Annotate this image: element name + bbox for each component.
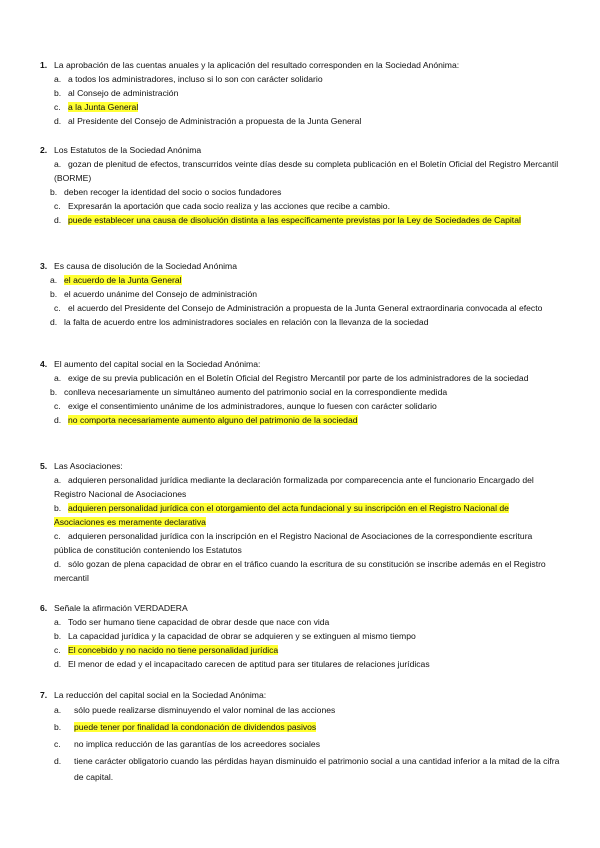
option-c[interactable]: c. el acuerdo del Presidente del Consejo de Administración a propuesta de la Junta General extraordinaria convocada al efecto (54, 303, 543, 313)
option-c[interactable]: c. exige el consentimiento unánime de los administradores, aunque lo fuesen con carácter solidario (54, 401, 437, 411)
option-c[interactable]: c. a la Junta General (54, 102, 139, 112)
option-c[interactable]: c. no implica reducción de las garantías de los acreedores sociales (54, 739, 321, 749)
option-b[interactable]: b. adquieren personalidad jurídica con el otorgamiento del acta fundacional y su inscripción en el Registro Nacional de Asociaciones es meramente declarativa (54, 503, 509, 527)
highlighted-answer: puede establecer una causa de disolución distinta a las específicamente previstas por la Ley de Sociedades de Capital (68, 215, 521, 225)
question-text: Los Estatutos de la Sociedad Anónima (54, 145, 202, 155)
option-c[interactable]: c. adquieren personalidad jurídica con la inscripción en el Registro Nacional de Asociaciones de la correspondiente escritura pública de constitución conteniendo los Estatutos (54, 531, 533, 555)
question-7: 7. La reducción del capital social en la Sociedad Anónima: a. sólo puede realizarse disminuyendo el valor nominal de las acciones b. puede tener por finalidad la condonación de dividendos pasivos c. no implica reducción de las garantías de los acreedores sociales d. tiene carácter obligatorio cuando las pérdidas hayan disminuido el patrimonio social a una cantidad inferior a la mitad de la cifra de capital. (40, 688, 560, 785)
option-d[interactable]: d. El menor de edad y el incapacitado carecen de aptitud para ser titulares de relaciones jurídicas (54, 659, 430, 669)
option-a[interactable]: a. el acuerdo de la Junta General (50, 275, 182, 285)
question-4: 4. El aumento del capital social en la Sociedad Anónima: a. exige de su previa publicación en el Boletín Oficial del Registro Mercantil por parte de los administradores de la sociedad b. conlleva necesariamente un simultáneo aumento del patrimonio social en la correspondiente medida c. exige el consentimiento unánime de los administradores, aunque lo fuesen con carácter solidario d. no comporta necesariamente aumento alguno del patrimonio de la sociedad (40, 357, 560, 427)
option-c[interactable]: c. Expresarán la aportación que cada socio realiza y las acciones que recibe a cambio. (54, 201, 390, 211)
option-b[interactable]: b. puede tener por finalidad la condonación de dividendos pasivos (54, 722, 317, 732)
question-text: La reducción del capital social en la Sociedad Anónima: (54, 690, 267, 700)
option-d[interactable]: d. no comporta necesariamente aumento alguno del patrimonio de la sociedad (54, 415, 358, 425)
option-d[interactable]: d. sólo gozan de plena capacidad de obrar en el tráfico cuando la escritura de su constitución se inscribe además en el Registro mercantil (54, 559, 546, 583)
highlighted-answer: no comporta necesariamente aumento alguno del patrimonio de la sociedad (68, 415, 358, 425)
question-text: La aprobación de las cuentas anuales y la aplicación del resultado corresponden en la Sociedad Anónima: (54, 60, 460, 70)
highlighted-answer: a la Junta General (68, 102, 139, 112)
option-a[interactable]: a. exige de su previa publicación en el Boletín Oficial del Registro Mercantil por parte de los administradores de la sociedad (54, 373, 529, 383)
question-number: 1. (40, 60, 48, 70)
option-d[interactable]: d. tiene carácter obligatorio cuando las pérdidas hayan disminuido el patrimonio social a una cantidad inferior a la mitad de la cifra de capital. (54, 756, 560, 782)
option-a[interactable]: a. a todos los administradores, incluso si lo son con carácter solidario (54, 74, 323, 84)
highlighted-answer: puede tener por finalidad la condonación de dividendos pasivos (74, 722, 317, 732)
option-a[interactable]: a. Todo ser humano tiene capacidad de obrar desde que nace con vida (54, 617, 330, 627)
option-b[interactable]: b. La capacidad jurídica y la capacidad de obrar se adquieren y se extinguen al mismo tiempo (54, 631, 416, 641)
question-text: El aumento del capital social en la Sociedad Anónima: (54, 359, 261, 369)
highlighted-answer: el acuerdo de la Junta General (64, 275, 182, 285)
option-c[interactable]: c. El concebido y no nacido no tiene personalidad jurídica (54, 645, 279, 655)
question-text: Es causa de disolución de la Sociedad Anónima (54, 261, 237, 271)
question-text: Las Asociaciones: (54, 461, 123, 471)
option-d[interactable]: d. al Presidente del Consejo de Administración a propuesta de la Junta General (54, 116, 362, 126)
option-a[interactable]: a. sólo puede realizarse disminuyendo el valor nominal de las acciones (54, 705, 336, 715)
question-3: 3. Es causa de disolución de la Sociedad Anónima a. el acuerdo de la Junta General b. el acuerdo unánime del Consejo de administración c. el acuerdo del Presidente del Consejo de Administración a propuesta de la Junta General extraordinaria convocada al efecto d. la falta de acuerdo entre los administradores sociales en relación con la llevanza de la sociedad (40, 259, 560, 329)
highlighted-answer: El concebido y no nacido no tiene personalidad jurídica (68, 645, 279, 655)
option-d[interactable]: d. la falta de acuerdo entre los administradores sociales en relación con la llevanza de la sociedad (50, 317, 429, 327)
option-b[interactable]: b. al Consejo de administración (54, 88, 179, 98)
highlighted-answer: adquieren personalidad jurídica con el otorgamiento del acta fundacional y su inscripción en el Registro Nacional de Asociaciones es meramente declarativa (54, 503, 509, 527)
option-a[interactable]: a. gozan de plenitud de efectos, transcurridos veinte días desde su completa publicación en el Boletín Oficial del Registro Mercantil (BORME) (54, 159, 559, 183)
option-b[interactable]: b. el acuerdo unánime del Consejo de administración (50, 289, 257, 299)
question-2: 2. Los Estatutos de la Sociedad Anónima a. gozan de plenitud de efectos, transcurridos veinte días desde su completa publicación en el Boletín Oficial del Registro Mercantil (BORME) b. deben recoger la identidad del socio o socios fundadores c. Expresarán la aportación que cada socio realiza y las acciones que recibe a cambio. d. puede establecer una causa de disolución distinta a las específicamente previstas por la Ley de Sociedades de Capital (40, 145, 559, 225)
option-a[interactable]: a. adquieren personalidad jurídica mediante la declaración formalizada por comparecencia ante el funcionario Encargado del Registro Nacional de Asociaciones (54, 475, 534, 499)
option-d[interactable]: d. puede establecer una causa de disolución distinta a las específicamente previstas por la Ley de Sociedades de Capital (54, 215, 521, 225)
option-b[interactable]: b. conlleva necesariamente un simultáneo aumento del patrimonio social en la correspondiente medida (50, 387, 448, 397)
question-6: 6. Señale la afirmación VERDADERA a. Todo ser humano tiene capacidad de obrar desde que nace con vida b. La capacidad jurídica y la capacidad de obrar se adquieren y se extinguen al mismo tiempo c. El concebido y no nacido no tiene personalidad jurídica d. El menor de edad y el incapacitado carecen de aptitud para ser titulares de relaciones jurídicas (40, 601, 560, 671)
question-1 (40, 58, 560, 128)
question-text: Señale la afirmación VERDADERA (54, 603, 188, 613)
question-5: 5. Las Asociaciones: a. adquieren personalidad jurídica mediante la declaración formalizada por comparecencia ante el funcionario Encargado del Registro Nacional de Asociaciones b. adquieren personalidad jurídica con el otorgamiento del acta fundacional y su inscripción en el Registro Nacional de Asociaciones es meramente declarativa c. adquieren personalidad jurídica con la inscripción en el Registro Nacional de Asociaciones de la correspondiente escritura pública de constitución conteniendo los Estatutos d. sólo gozan de plena capacidad de obrar en el tráfico cuando la escritura de su constitución se inscribe además en el Registro mercantil (40, 459, 560, 585)
option-b[interactable]: b. deben recoger la identidad del socio o socios fundadores (50, 187, 282, 197)
